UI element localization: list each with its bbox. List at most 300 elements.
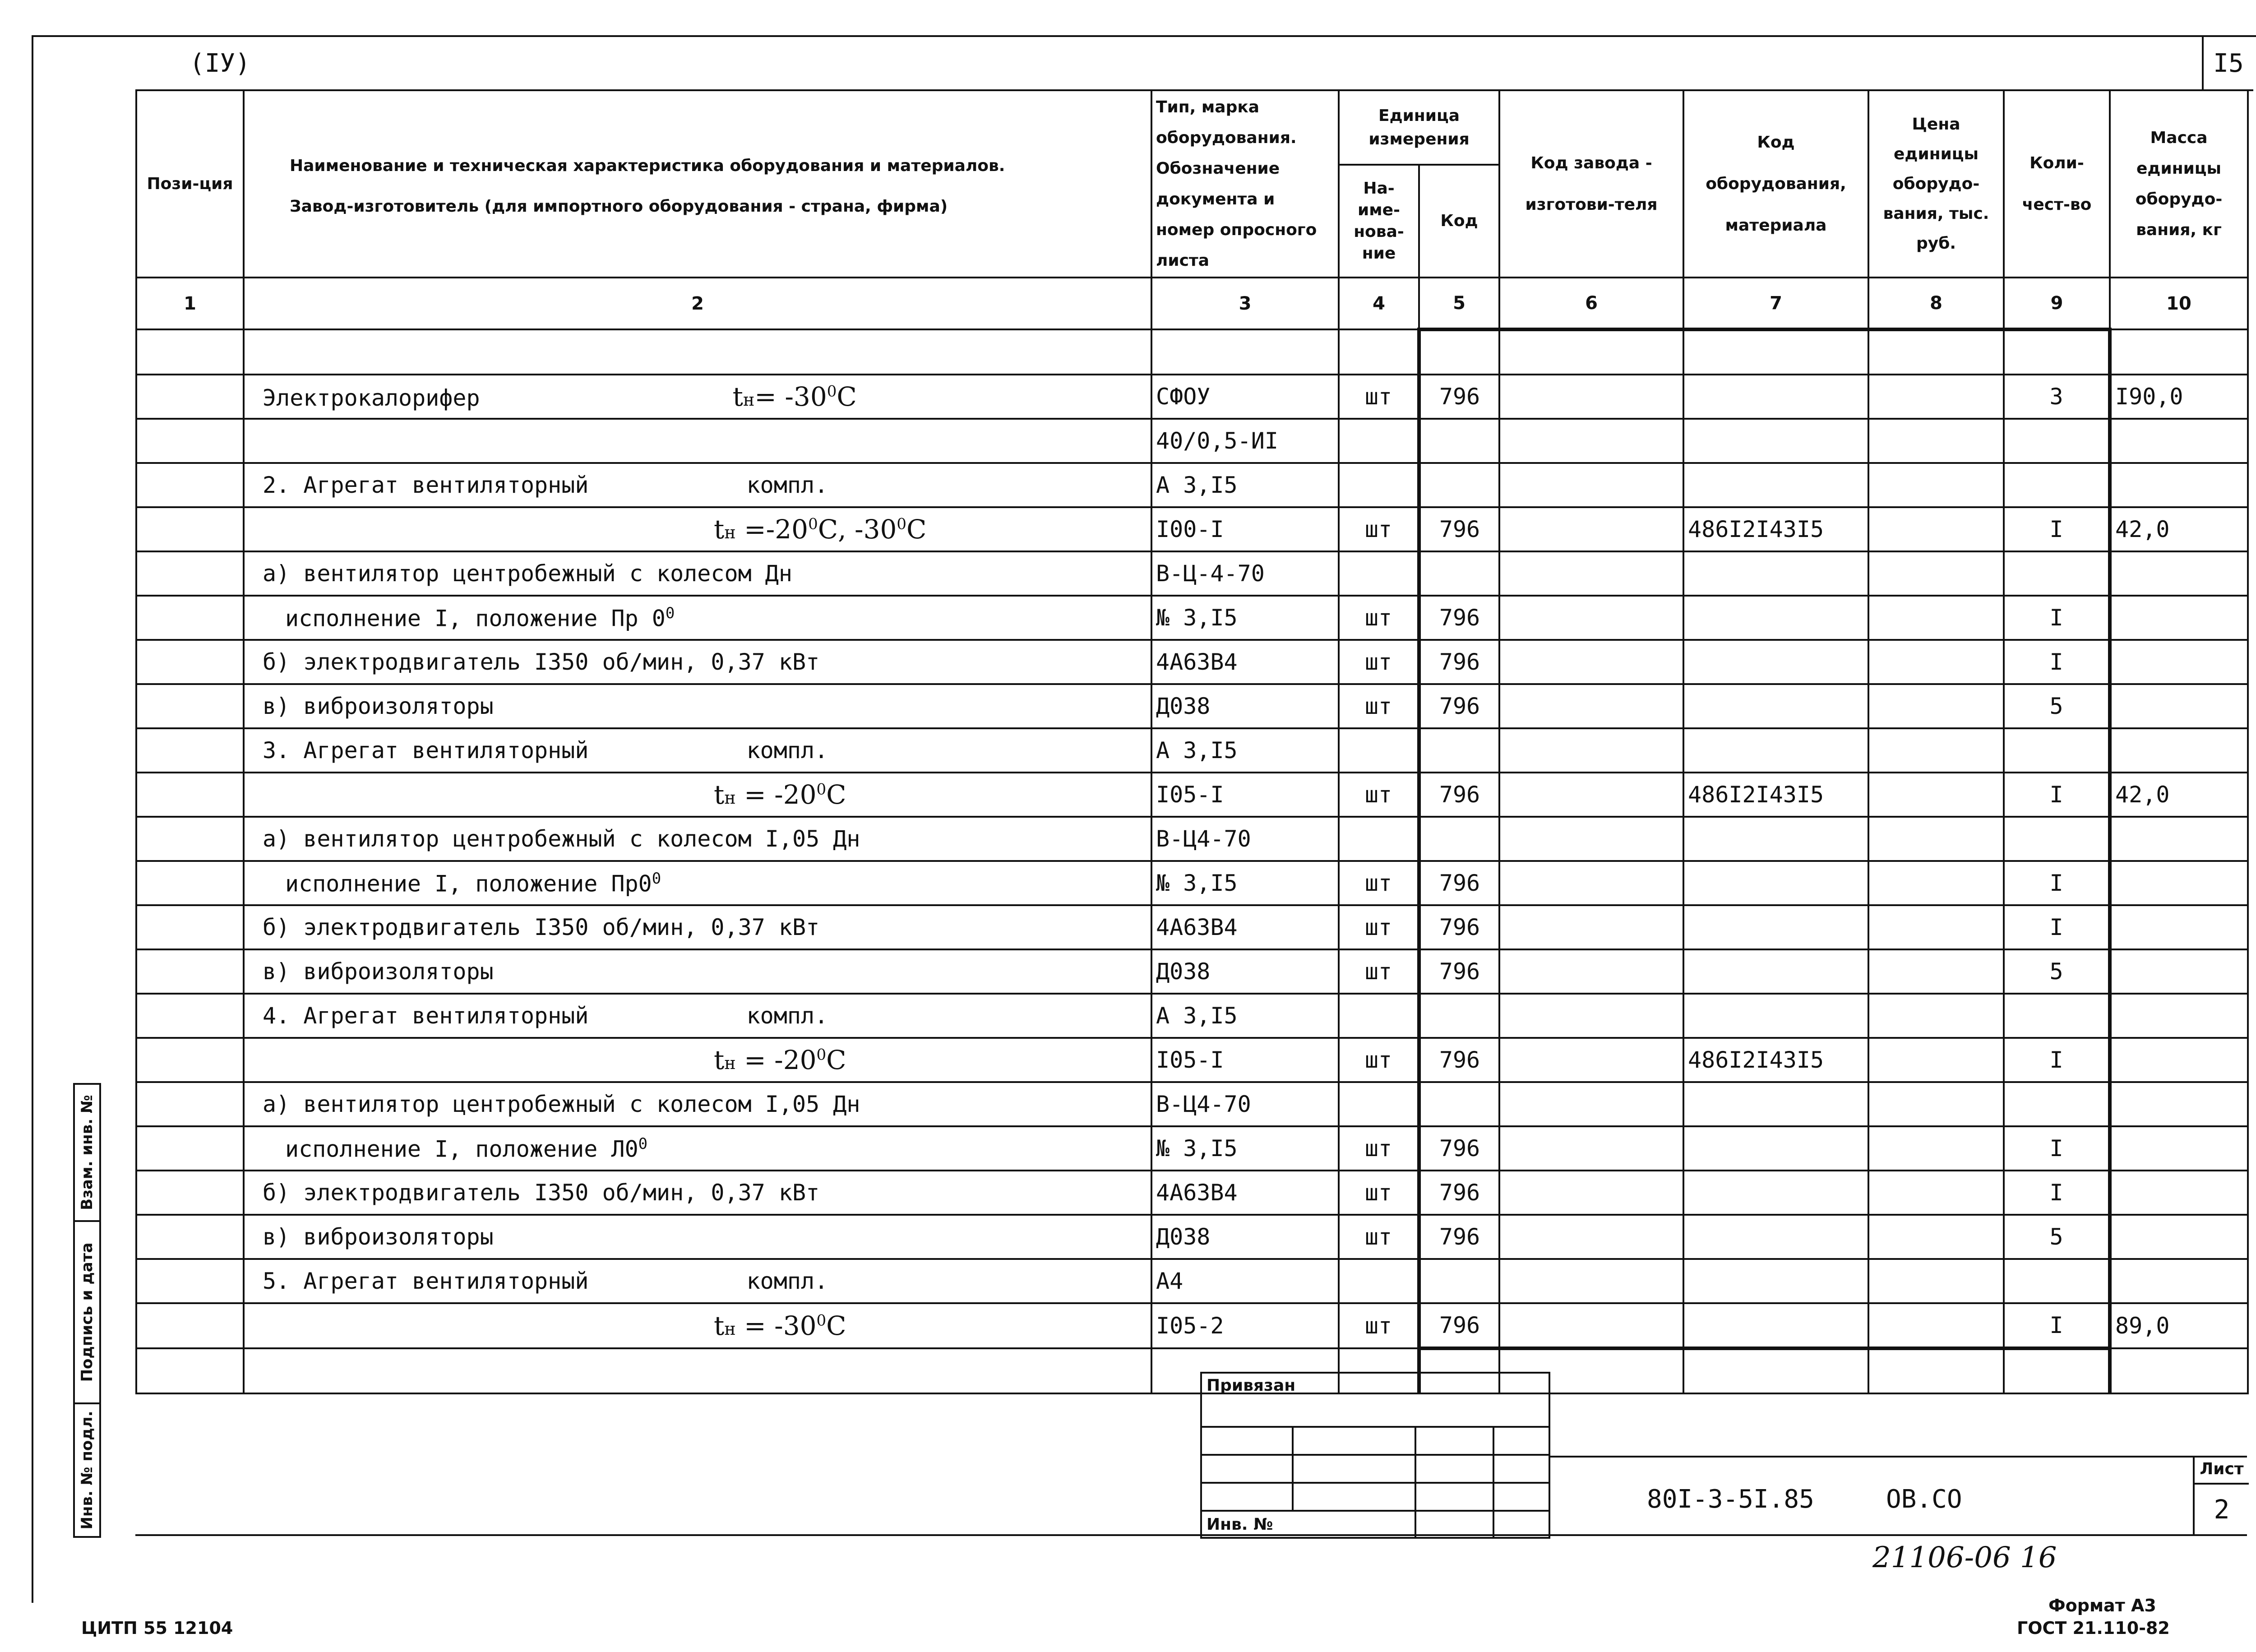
temperature-rest: = -30: [754, 381, 827, 412]
row-name: 3. Агрегат вентиляторный: [263, 737, 589, 764]
cell-mass: [2110, 419, 2248, 463]
cell-name: [244, 375, 1151, 419]
cell-unit-code: 796: [1419, 1303, 1499, 1348]
cell-name: [244, 419, 1151, 463]
cell-mass: [2110, 728, 2248, 773]
table-row: [136, 419, 2248, 463]
cell-mass: [2110, 1038, 2248, 1082]
table-row: [136, 905, 2248, 949]
cell-plant-code: [1499, 728, 1683, 773]
cell-type: А 3,I5: [1151, 994, 1339, 1038]
cell-type: № 3,I5: [1151, 861, 1339, 905]
cell-qty: I: [2004, 905, 2110, 949]
cell-qty: 5: [2004, 684, 2110, 728]
cell-pos: [136, 1215, 244, 1259]
temperature-t: t: [714, 779, 725, 810]
table-row: [136, 1038, 2248, 1082]
footer-format: Формат А3: [2048, 1596, 2156, 1615]
cell-mass: [2110, 640, 2248, 684]
table-row: [136, 861, 2248, 905]
cell-unit: [1339, 329, 1419, 375]
header-type: Тип, марка оборудования. Обозначение документа и номер опросного листа: [1151, 90, 1339, 278]
temperature-deg: 0: [827, 382, 837, 401]
table-row: [136, 1082, 2248, 1126]
col-num-9: 9: [2004, 278, 2110, 329]
temperature-rest: = -30: [735, 1310, 817, 1341]
cell-name: [244, 1259, 1151, 1303]
row-name: а) вентилятор центробежный с колесом I,05 Дн: [263, 1091, 860, 1117]
cell-equip-code: [1683, 1171, 1868, 1215]
cell-unit-code: [1419, 728, 1499, 773]
cell-unit: [1339, 1259, 1419, 1303]
temperature-deg: 0: [816, 780, 827, 799]
cell-unit-code: [1419, 463, 1499, 507]
cell-price: [1868, 728, 2004, 773]
row-temperature: [714, 779, 846, 810]
cell-pos: [136, 1038, 244, 1082]
row-name: б) электродвигатель I350 об/мин, 0,37 кВт: [263, 649, 820, 675]
cell-mass: [2110, 1126, 2248, 1171]
cell-type: I05-2: [1151, 1303, 1339, 1348]
cell-pos: [136, 375, 244, 419]
cell-plant-code: [1499, 551, 1683, 596]
header-row-1: [136, 90, 2248, 165]
cell-mass: [2110, 329, 2248, 375]
cell-price: [1868, 994, 2004, 1038]
cell-price: [1868, 1038, 2004, 1082]
temperature-sub: н: [724, 523, 736, 542]
cell-qty: [2004, 994, 2110, 1038]
temperature-t: t: [714, 1045, 725, 1075]
cell-equip-code: [1683, 1126, 1868, 1171]
cell-pos: [136, 419, 244, 463]
cell-mass: [2110, 817, 2248, 861]
handwritten-number: 21106-06 16: [1872, 1541, 2057, 1574]
cell-type: 40/0,5-ИI: [1151, 419, 1339, 463]
cell-equip-code: 486I2I43I5: [1683, 507, 1868, 551]
row-name: 4. Агрегат вентиляторный: [263, 1003, 589, 1029]
cell-unit: шт: [1339, 375, 1419, 419]
cell-unit-code: [1419, 817, 1499, 861]
row-name: б) электродвигатель I350 об/мин, 0,37 кВт: [263, 1180, 820, 1206]
cell-mass: [2110, 684, 2248, 728]
cell-equip-code: [1683, 684, 1868, 728]
cell-unit-code: 796: [1419, 684, 1499, 728]
cell-pos: [136, 773, 244, 817]
cell-mass: I90,0: [2110, 375, 2248, 419]
cell-type: 4А63В4: [1151, 640, 1339, 684]
page-number-box: [2202, 35, 2253, 91]
header-unit-code: Код: [1419, 165, 1499, 278]
cell-name: [244, 817, 1151, 861]
cell-mass: [2110, 1259, 2248, 1303]
cell-plant-code: [1499, 1082, 1683, 1126]
row-name: 2. Агрегат вентиляторный: [263, 472, 589, 498]
temperature-deg: 0: [816, 1311, 827, 1330]
cell-pos: [136, 1082, 244, 1126]
row-temperature: [714, 1310, 846, 1341]
cell-unit-code: 796: [1419, 773, 1499, 817]
side-stamp-right-line: [99, 1083, 137, 1536]
cell-name: [244, 994, 1151, 1038]
cell-plant-code: [1499, 1303, 1683, 1348]
cell-unit: шт: [1339, 1215, 1419, 1259]
cell-unit-code: 796: [1419, 1215, 1499, 1259]
cell-pos: [136, 994, 244, 1038]
cell-type: В-Ц-4-70: [1151, 551, 1339, 596]
row-unit-kit: компл.: [746, 1003, 828, 1029]
cell-plant-code: [1499, 640, 1683, 684]
cell-equip-code: [1683, 1082, 1868, 1126]
cell-qty: 5: [2004, 1215, 2110, 1259]
cell-pos: [136, 596, 244, 640]
cell-unit-code: [1419, 419, 1499, 463]
cell-type: 4А63В4: [1151, 905, 1339, 949]
side-stamp-inv: [73, 1402, 101, 1538]
doc-code: 80I-3-5I.85: [1647, 1485, 1814, 1514]
cell-qty: I: [2004, 507, 2110, 551]
cell-plant-code: [1499, 1038, 1683, 1082]
row-name: в) виброизоляторы: [263, 693, 494, 719]
cell-plant-code: [1499, 1126, 1683, 1171]
cell-price: [1868, 1171, 2004, 1215]
cell-qty: I: [2004, 640, 2110, 684]
header-qty: Коли-чест-во: [2004, 90, 2110, 278]
row-name: б) электродвигатель I350 об/мин, 0,37 кВт: [263, 914, 820, 940]
cell-name: [244, 551, 1151, 596]
cell-qty: I: [2004, 1171, 2110, 1215]
cell-unit-code: 796: [1419, 861, 1499, 905]
cell-unit: [1339, 463, 1419, 507]
cell-price: [1868, 1303, 2004, 1348]
cell-price: [1868, 329, 2004, 375]
sheet-number: 2: [2214, 1494, 2230, 1525]
header-plant-code: Код завода - изготови-теля: [1499, 90, 1683, 278]
cell-unit: шт: [1339, 1038, 1419, 1082]
cell-pos: [136, 861, 244, 905]
cell-qty: I: [2004, 861, 2110, 905]
cell-price: [1868, 949, 2004, 994]
cell-price: [1868, 684, 2004, 728]
privyazan-block: [1200, 1372, 1550, 1539]
table-row: [136, 1259, 2248, 1303]
cell-plant-code: [1499, 949, 1683, 994]
cell-qty: 5: [2004, 949, 2110, 994]
header-mass: Масса единицы оборудо-вания, кг: [2110, 90, 2248, 278]
col-num-10: 10: [2110, 278, 2248, 329]
cell-name: [244, 463, 1151, 507]
cell-equip-code: [1683, 817, 1868, 861]
cell-name: [244, 1038, 1151, 1082]
table-row: [136, 994, 2248, 1038]
cell-name: [244, 1303, 1151, 1348]
cell-equip-code: [1683, 949, 1868, 994]
cell-plant-code: [1499, 1215, 1683, 1259]
cell-name: [244, 596, 1151, 640]
cell-equip-code: [1683, 419, 1868, 463]
temperature-rest: = -20: [735, 1045, 817, 1075]
cell-pos: [136, 1259, 244, 1303]
cell-qty: 3: [2004, 375, 2110, 419]
temperature-sub: н: [724, 1053, 736, 1073]
cell-mass: [2110, 463, 2248, 507]
temperature-deg: 0: [808, 515, 818, 533]
cell-qty: I: [2004, 1303, 2110, 1348]
table-row: [136, 817, 2248, 861]
cell-mass: 89,0: [2110, 1303, 2248, 1348]
cell-mass: 42,0: [2110, 773, 2248, 817]
cell-qty: I: [2004, 1126, 2110, 1171]
cell-qty: [2004, 1348, 2110, 1393]
cell-unit: шт: [1339, 640, 1419, 684]
cell-plant-code: [1499, 861, 1683, 905]
row-name: Электрокалорифер: [263, 385, 480, 411]
cell-mass: [2110, 949, 2248, 994]
row-name: а) вентилятор центробежный с колесом I,05 Дн: [263, 826, 860, 852]
temperature-c: С: [826, 1045, 846, 1075]
row-name: а) вентилятор центробежный с колесом Дн: [263, 560, 792, 587]
cell-mass: [2110, 551, 2248, 596]
row-unit-kit: компл.: [746, 472, 828, 498]
cell-unit-code: [1419, 551, 1499, 596]
cell-price: [1868, 1348, 2004, 1393]
cell-unit-code: 796: [1419, 640, 1499, 684]
cell-qty: [2004, 419, 2110, 463]
cell-plant-code: [1499, 1259, 1683, 1303]
cell-name: [244, 1082, 1151, 1126]
table-row: [136, 329, 2248, 375]
table-row: [136, 728, 2248, 773]
cell-pos: [136, 329, 244, 375]
cell-pos: [136, 1348, 244, 1393]
cell-qty: [2004, 728, 2110, 773]
col-num-5: 5: [1419, 278, 1499, 329]
cell-pos: [136, 1303, 244, 1348]
row-temperature: [714, 514, 926, 545]
side-stamp-podpis-label: Подпись и дата: [78, 1242, 96, 1382]
cell-pos: [136, 463, 244, 507]
cell-pos: [136, 1171, 244, 1215]
cell-pos: [136, 905, 244, 949]
cell-unit: [1339, 817, 1419, 861]
temperature-deg2: 0: [897, 515, 907, 533]
cell-price: [1868, 419, 2004, 463]
cell-equip-code: [1683, 905, 1868, 949]
cell-equip-code: [1683, 375, 1868, 419]
cell-unit-code: [1419, 329, 1499, 375]
cell-mass: [2110, 1082, 2248, 1126]
col-num-8: 8: [1868, 278, 2004, 329]
cell-type: Д038: [1151, 1215, 1339, 1259]
cell-mass: [2110, 1348, 2248, 1393]
cell-unit-code: [1419, 1082, 1499, 1126]
row-name: 5. Агрегат вентиляторный: [263, 1268, 589, 1294]
cell-price: [1868, 1126, 2004, 1171]
cell-plant-code: [1499, 419, 1683, 463]
cell-unit: шт: [1339, 773, 1419, 817]
col-num-1: 1: [136, 278, 244, 329]
cell-name: [244, 728, 1151, 773]
degree-superscript: 0: [652, 869, 661, 888]
cell-qty: I: [2004, 1038, 2110, 1082]
side-stamp-vzam: [73, 1083, 101, 1222]
cell-type: СФОУ: [1151, 375, 1339, 419]
cell-price: [1868, 551, 2004, 596]
cell-equip-code: [1683, 1259, 1868, 1303]
page-number: I5: [2213, 49, 2244, 78]
temperature-c: С, -30: [818, 514, 897, 545]
cell-equip-code: [1683, 728, 1868, 773]
cell-name: [244, 949, 1151, 994]
cell-type: № 3,I5: [1151, 596, 1339, 640]
cell-name: [244, 1348, 1151, 1393]
cell-type: № 3,I5: [1151, 1126, 1339, 1171]
table-row: [136, 684, 2248, 728]
cell-name: [244, 507, 1151, 551]
table-row: [136, 1348, 2248, 1393]
table-row: [136, 596, 2248, 640]
cell-price: [1868, 507, 2004, 551]
cell-unit: [1339, 419, 1419, 463]
cell-type: I05-I: [1151, 1038, 1339, 1082]
cell-type: 4А63В4: [1151, 1171, 1339, 1215]
cell-unit-code: [1419, 994, 1499, 1038]
cell-qty: I: [2004, 773, 2110, 817]
table-row: [136, 463, 2248, 507]
cell-unit-code: 796: [1419, 375, 1499, 419]
cell-name: [244, 861, 1151, 905]
cell-type: А 3,I5: [1151, 728, 1339, 773]
temperature-rest: = -20: [735, 779, 817, 810]
cell-price: [1868, 596, 2004, 640]
cell-unit: [1339, 728, 1419, 773]
temperature-c: С: [826, 1310, 846, 1341]
cell-plant-code: [1499, 684, 1683, 728]
temperature-sub: н: [743, 390, 755, 410]
table-row: [136, 640, 2248, 684]
specification-body: [136, 329, 2248, 1393]
row-name: в) виброизоляторы: [263, 958, 494, 985]
cell-unit: шт: [1339, 684, 1419, 728]
cell-name: [244, 1215, 1151, 1259]
col-num-7: 7: [1683, 278, 1868, 329]
cell-name: [244, 773, 1151, 817]
cell-plant-code: [1499, 817, 1683, 861]
row-unit-kit: компл.: [746, 737, 828, 764]
cell-pos: [136, 640, 244, 684]
row-name: исполнение I, положение Л0: [285, 1136, 638, 1162]
table-row: [136, 1171, 2248, 1215]
table-row: [136, 773, 2248, 817]
cell-unit-code: [1419, 1259, 1499, 1303]
cell-unit-code: 796: [1419, 596, 1499, 640]
cell-price: [1868, 1082, 2004, 1126]
row-temperature: [733, 381, 857, 412]
cell-mass: [2110, 596, 2248, 640]
cell-plant-code: [1499, 773, 1683, 817]
cell-mass: [2110, 1171, 2248, 1215]
cell-pos: [136, 817, 244, 861]
cell-type: В-Ц4-70: [1151, 817, 1339, 861]
cell-equip-code: [1683, 551, 1868, 596]
cell-qty: I: [2004, 596, 2110, 640]
cell-price: [1868, 861, 2004, 905]
table-row: [136, 1126, 2248, 1171]
cell-equip-code: 486I2I43I5: [1683, 1038, 1868, 1082]
cell-mass: [2110, 861, 2248, 905]
row-name: исполнение I, положение Пр0: [285, 870, 652, 897]
cell-plant-code: [1499, 596, 1683, 640]
cell-type: Д038: [1151, 949, 1339, 994]
cell-equip-code: [1683, 640, 1868, 684]
temperature-sub: н: [724, 788, 736, 808]
cell-plant-code: [1499, 463, 1683, 507]
row-name: в) виброизоляторы: [263, 1224, 494, 1250]
temperature-c2: С: [906, 514, 927, 545]
col-num-3: 3: [1151, 278, 1339, 329]
temperature-rest: =-20: [735, 514, 809, 545]
sheet-label: Лист: [2195, 1456, 2249, 1485]
cell-unit: шт: [1339, 1171, 1419, 1215]
cell-price: [1868, 1215, 2004, 1259]
cell-qty: [2004, 1259, 2110, 1303]
cell-unit: шт: [1339, 507, 1419, 551]
cell-qty: [2004, 463, 2110, 507]
cell-unit-code: 796: [1419, 949, 1499, 994]
temperature-t: t: [732, 381, 743, 412]
header-pos: Пози-ция: [136, 90, 244, 278]
degree-superscript: 0: [665, 604, 675, 622]
footer-gost: ГОСТ 21.110-82: [2017, 1618, 2170, 1638]
degree-superscript: 0: [638, 1134, 648, 1153]
cell-name: [244, 684, 1151, 728]
cell-price: [1868, 1259, 2004, 1303]
privyazan-label: Привязан: [1201, 1373, 1549, 1427]
cell-unit-code: 796: [1419, 507, 1499, 551]
cell-price: [1868, 640, 2004, 684]
cell-pos: [136, 551, 244, 596]
column-number-row: [136, 278, 2248, 329]
cell-plant-code: [1499, 507, 1683, 551]
temperature-c: С: [837, 381, 857, 412]
cell-unit: шт: [1339, 949, 1419, 994]
cell-name: [244, 1126, 1151, 1171]
cell-plant-code: [1499, 329, 1683, 375]
cell-name: [244, 1171, 1151, 1215]
temperature-t: t: [714, 514, 725, 545]
table-row: [136, 551, 2248, 596]
cell-type: I05-I: [1151, 773, 1339, 817]
doc-mark: ОВ.СО: [1886, 1485, 1962, 1514]
table-row: [136, 375, 2248, 419]
cell-price: [1868, 773, 2004, 817]
cell-equip-code: [1683, 1348, 1868, 1393]
cell-unit-code: 796: [1419, 1038, 1499, 1082]
side-stamp-inv-label: Инв. № подл.: [78, 1411, 96, 1530]
specification-table: [135, 89, 2249, 1394]
header-equip-code: Код оборудования, материала: [1683, 90, 1868, 278]
table-row: [136, 949, 2248, 994]
cell-equip-code: [1683, 994, 1868, 1038]
header-name-line2: Завод-изготовитель (для импортного оборудования - страна, фирма): [290, 197, 948, 216]
side-stamp-vzam-label: Взам. инв. №: [78, 1095, 96, 1210]
cell-qty: [2004, 1082, 2110, 1126]
cell-unit: шт: [1339, 861, 1419, 905]
inv-no-label: Инв. №: [1201, 1511, 1415, 1538]
cell-price: [1868, 375, 2004, 419]
cell-pos: [136, 1126, 244, 1171]
cell-mass: 42,0: [2110, 507, 2248, 551]
